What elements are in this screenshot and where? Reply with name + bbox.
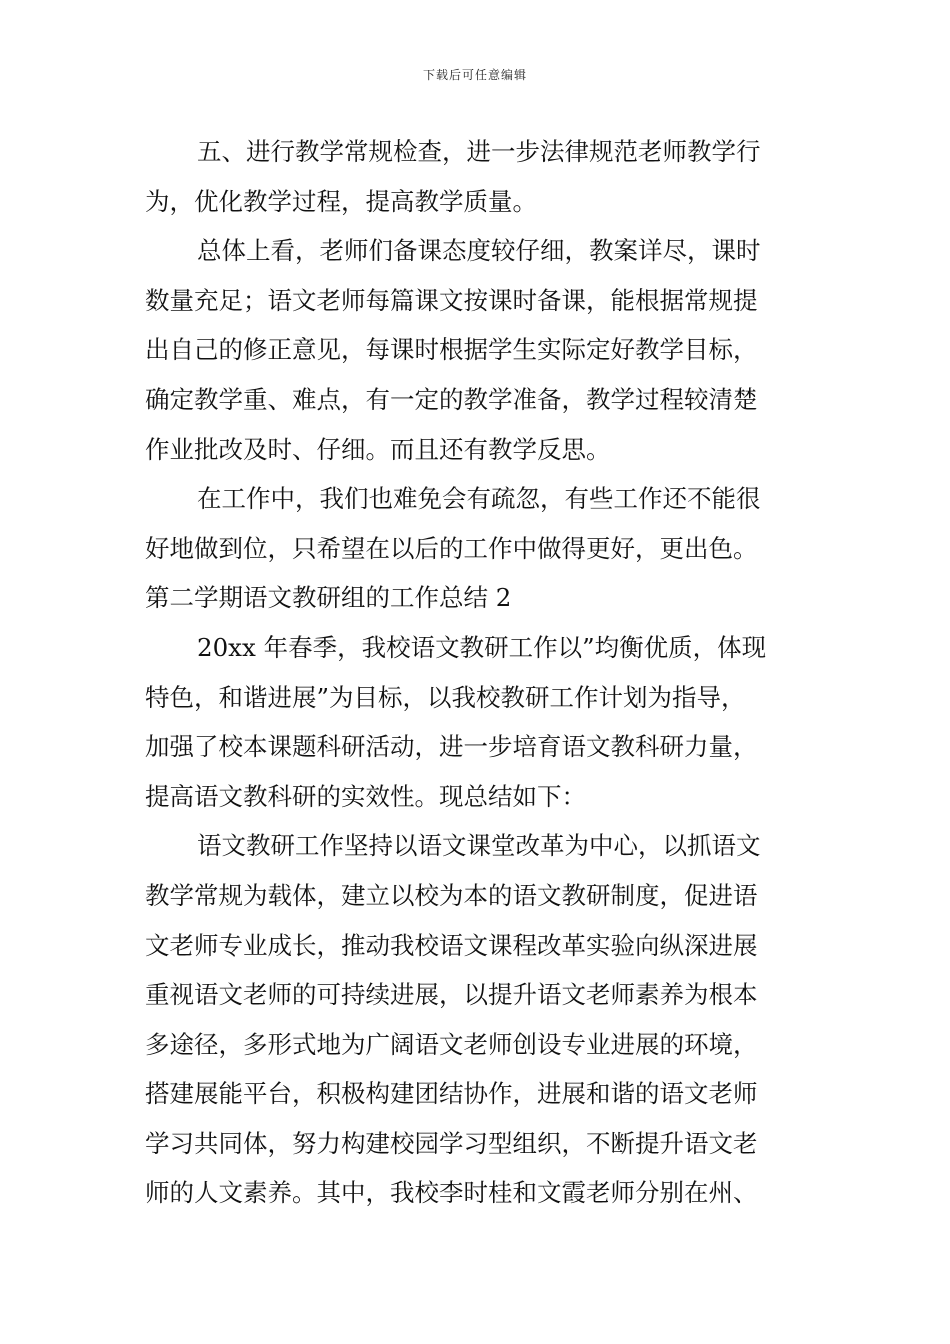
text-line: 文老师专业成长，推动我校语文课程改革实验向纵深进展	[145, 930, 758, 960]
text-line: 师的人文素养。其中，我校李时桂和文霞老师分别在州、	[145, 1178, 758, 1208]
document-body	[145, 127, 815, 1218]
text-line: 特色，和谐进展”为目标，以我校教研工作计划为指导，	[145, 682, 746, 712]
text-line: 出自己的修正意见，每课时根据学生实际定好教学目标，	[145, 335, 758, 365]
text-line: 学习共同体，努力构建校园学习型组织，不断提升语文老	[145, 1128, 758, 1158]
text-line: 加强了校本课题科研活动，进一步培育语文教科研力量，	[145, 732, 758, 762]
text-line: 语文教研工作坚持以语文课堂改革为中心，以抓语文	[197, 831, 761, 861]
text-line: 搭建展能平台，积极构建团结协作，进展和谐的语文老师	[145, 1079, 758, 1109]
text-line: 作业批改及时、仔细。而且还有教学反思。	[145, 434, 611, 464]
text-line: 确定教学重、难点，有一定的教学准备，教学过程较清楚	[145, 384, 758, 414]
text-line: 好地做到位，只希望在以后的工作中做得更好，更出色。	[145, 533, 758, 563]
text-line: 提高语文教科研的实效性。现总结如下：	[145, 781, 586, 811]
page-header: 下载后可任意编辑	[422, 68, 527, 82]
section-heading: 第二学期语文教研组的工作总结 2	[145, 583, 512, 613]
text-line: 五、进行教学常规检查，进一步法律规范老师教学行	[197, 137, 761, 166]
text-line: 教学常规为载体，建立以校为本的语文教研制度，促进语	[145, 880, 758, 910]
text-line: 重视语文老师的可持续进展，以提升语文老师素养为根本	[145, 980, 758, 1010]
text-line: 数量充足；语文老师每篇课文按课时备课，能根据常规提	[145, 285, 758, 315]
text-line: 为，优化教学过程，提高教学质量。	[145, 186, 537, 216]
text-line: 20xx 年春季，我校语文教研工作以”均衡优质，体现	[197, 632, 767, 662]
text-line: 多途径，多形式地为广阔语文老师创设专业进展的环境，	[145, 1029, 758, 1059]
text-line: 在工作中，我们也难免会有疏忽，有些工作还不能很	[197, 484, 761, 514]
text-line: 总体上看，老师们备课态度较仔细，教案详尽，课时	[197, 236, 761, 266]
